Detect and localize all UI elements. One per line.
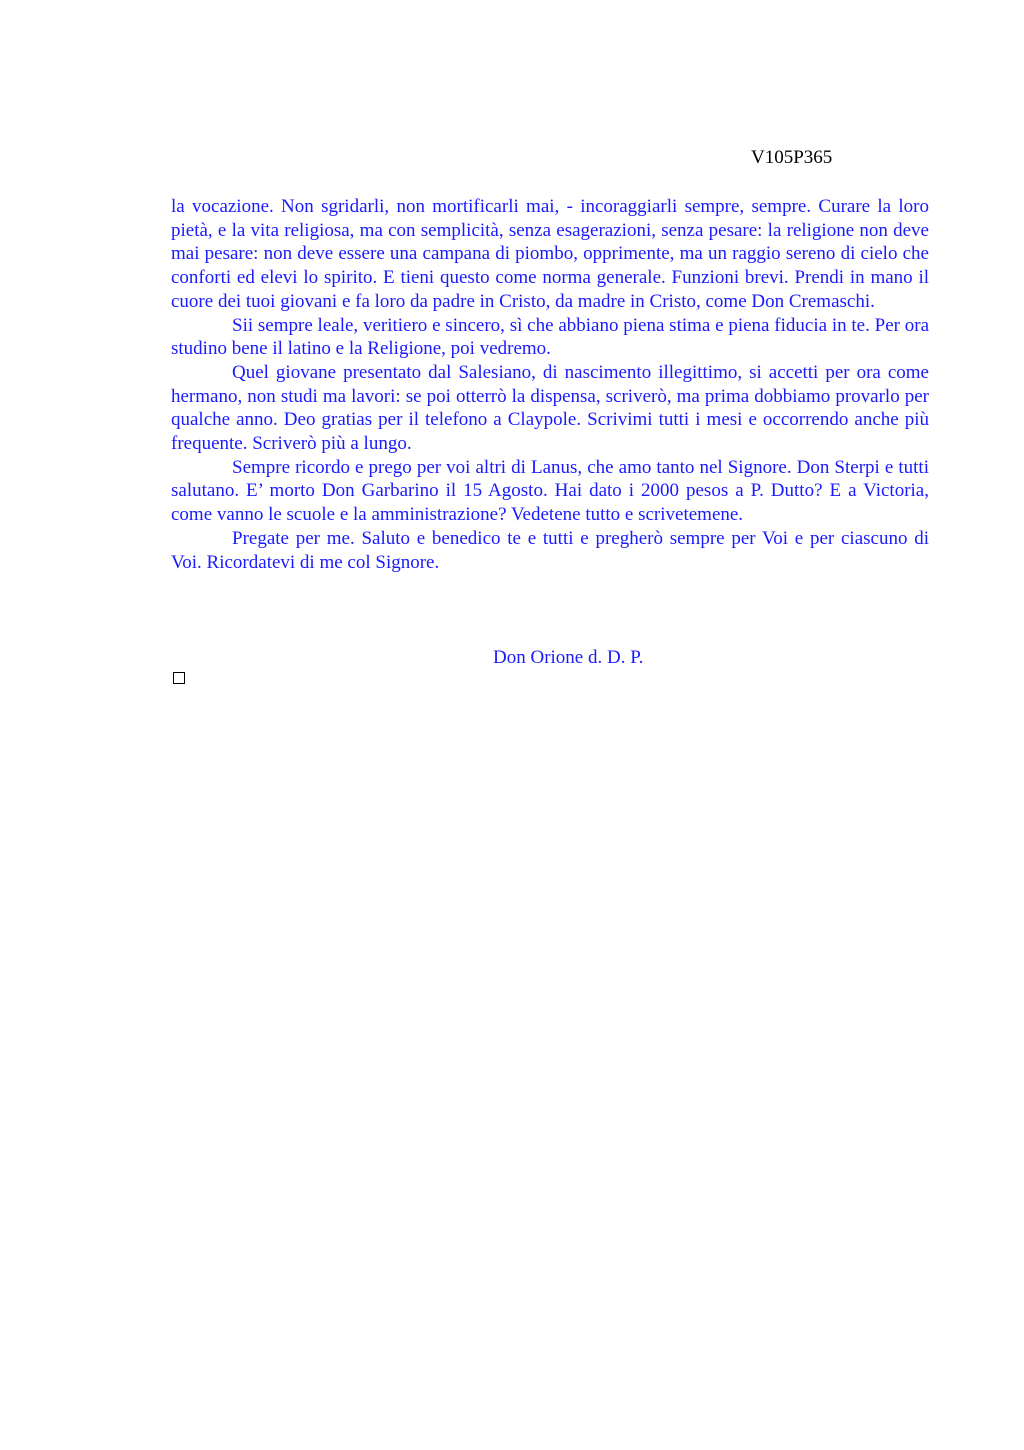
paragraph-3: Quel giovane presentato dal Salesiano, di nascimento illegittimo, si accetti per ora come hermano, non studi ma lavori: se poi otterrò la dispensa, scriverò, ma prima dobbiamo provarlo per qualche anno. Deo gratias per il telefono a Claypole. Scrivimi tutti i mesi e occorrendo anche più frequente. Scriverò più a lungo. [171,361,929,455]
paragraph-4: Sempre ricordo e prego per voi altri di Lanus, che amo tanto nel Signore. Don Sterpi e tutti salutano. E’ morto Don Garbarino il 15 Agosto. Hai dato i 2000 pesos a P. Dutto? E a Victoria, come vanno le scuole e la amministrazione? Vedetene tutto e scrivetemene. [171,456,929,526]
paragraph-1: la vocazione. Non sgridarli, non mortificarli mai, - incoraggiarli sempre, sempre. Curare la loro pietà, e la vita religiosa, ma con semplicità, senza esagerazioni, senza pesare: la religione non deve mai pesare: non deve essere una campana di piombo, opprimente, ma un raggio sereno di cielo che conforti ed elevi lo spirito. E tieni questo come norma generale. Funzioni brevi. Prendi in mano il cuore dei tuoi giovani e fa loro da padre in Cristo, da madre in Cristo, come Don Cremaschi. [171,196,929,312]
end-marker-square-icon [173,672,185,684]
signature: Don Orione d. D. P. [493,647,644,668]
page-reference: V105P365 [751,147,833,168]
letter-body [171,195,929,574]
paragraph-2: Sii sempre leale, veritiero e sincero, sì che abbiano piena stima e piena fiducia in te. Per ora studino bene il latino e la Religione, poi vedremo. [171,314,929,360]
paragraph-5: Pregate per me. Saluto e benedico te e tutti e pregherò sempre per Voi e per ciascuno di Voi. Ricordatevi di me col Signore. [171,527,929,573]
